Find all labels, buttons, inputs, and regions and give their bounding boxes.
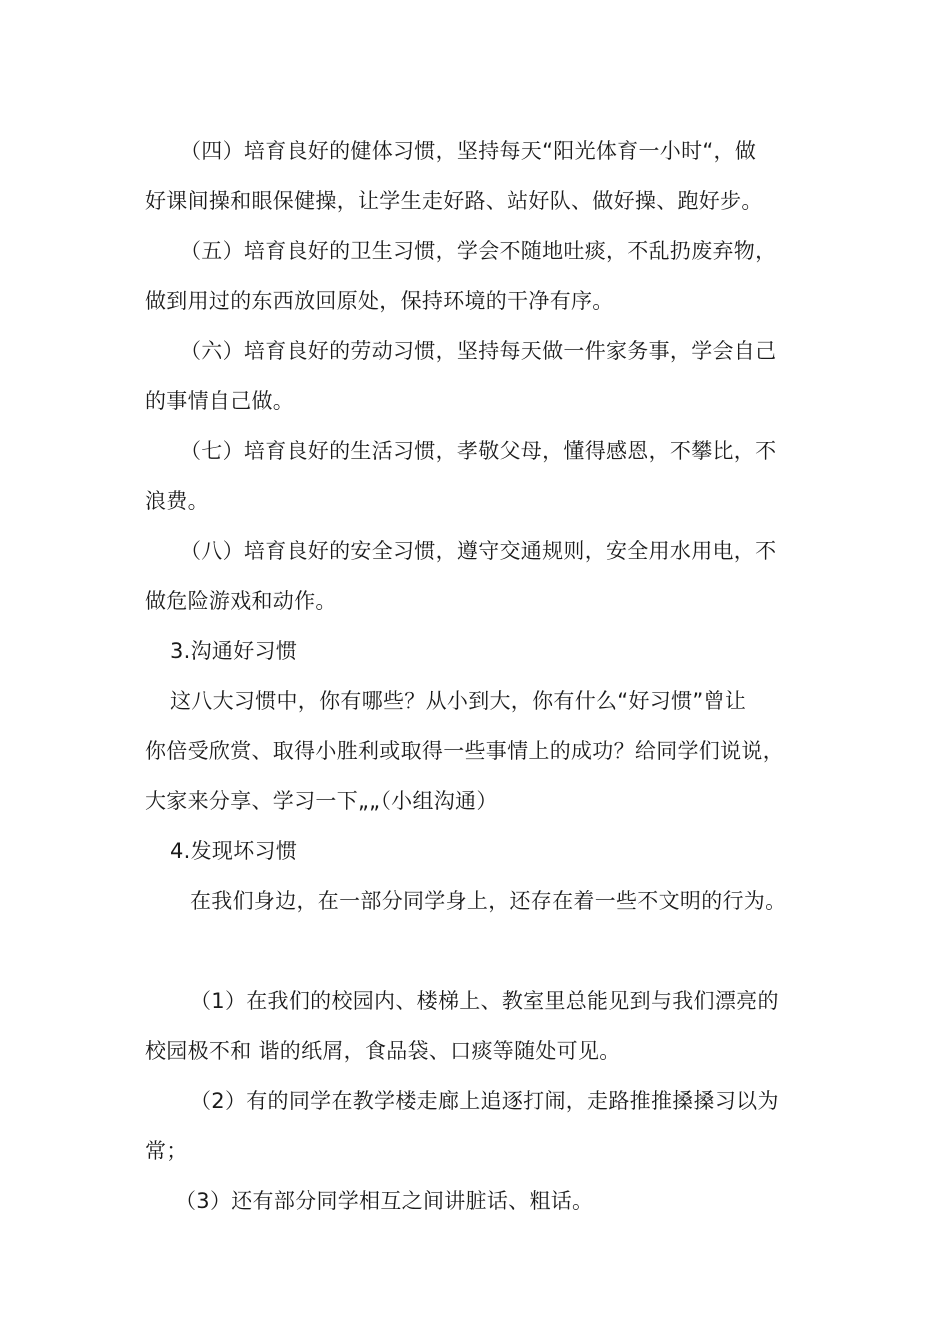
text-line-12: 这八大习惯中，你有哪些？从小到大，你有什么“好习惯”曾让 (170, 689, 747, 713)
text-line-14: 大家来分享、学习一下„„（小组沟通） (145, 789, 498, 813)
text-line-16: 在我们身边，在一部分同学身上，还存在着一些不文明的行为。 (190, 889, 787, 913)
text-line-3: （五）培育良好的卫生习惯，学会不随地吐痰，不乱扔废弃物， (180, 239, 777, 263)
text-line-18: 校园极不和 谐的纸屑，食品袋、口痰等随处可见。 (145, 1039, 621, 1063)
text-line-1: （四）培育良好的健体习惯，坚持每天“阳光体育一小时“，做 (180, 139, 757, 163)
text-line-7: （七）培育良好的生活习惯，孝敬父母，懂得感恩，不攀比，不 (180, 439, 777, 463)
text-line-19: （2）有的同学在教学楼走廊上追逐打闹，走路推推搡搡习以为 (190, 1089, 779, 1113)
text-line-21: （3）还有部分同学相互之间讲脏话、粗话。 (175, 1189, 594, 1213)
text-line-17: （1）在我们的校园内、楼梯上、教室里总能见到与我们漂亮的 (190, 989, 779, 1013)
section-heading-3: 3.沟通好习惯 (170, 639, 298, 663)
text-line-10: 做危险游戏和动作。 (145, 589, 337, 613)
text-line-2: 好课间操和眼保健操，让学生走好路、站好队、做好操、跑好步。 (145, 189, 763, 213)
section-heading-4: 4.发现坏习惯 (170, 839, 298, 863)
text-line-20: 常； (145, 1139, 188, 1163)
text-line-13: 你倍受欣赏、取得小胜利或取得一些事情上的成功？给同学们说说， (145, 739, 784, 763)
text-line-4: 做到用过的东西放回原处，保持环境的干净有序。 (145, 289, 614, 313)
text-line-5: （六）培育良好的劳动习惯，坚持每天做一件家务事，学会自己 (180, 339, 777, 363)
text-line-6: 的事情自己做。 (145, 389, 295, 413)
text-line-9: （八）培育良好的安全习惯，遵守交通规则，安全用水用电，不 (180, 539, 777, 563)
text-line-8: 浪费。 (145, 489, 209, 513)
